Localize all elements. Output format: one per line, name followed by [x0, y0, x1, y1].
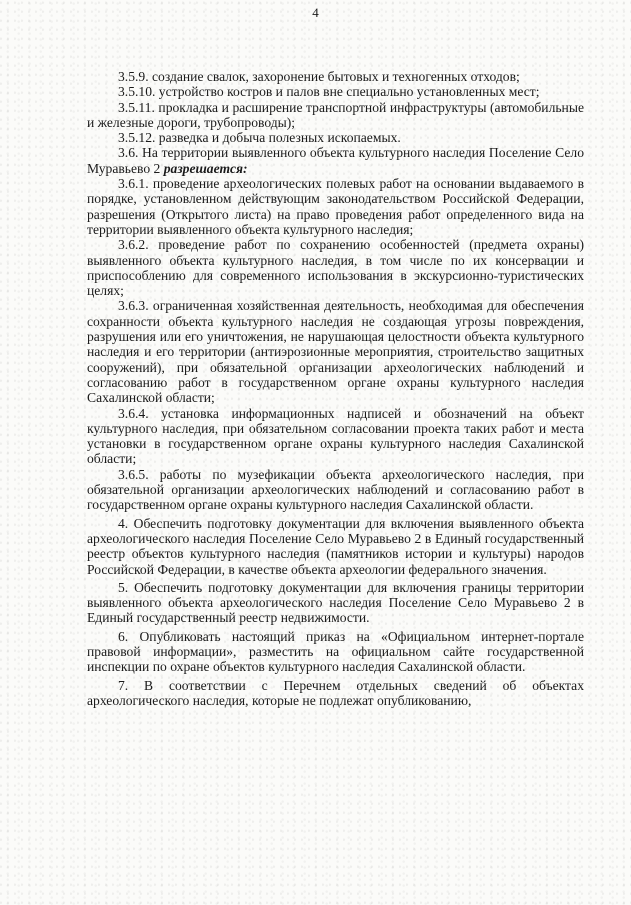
clause-3-5-11: 3.5.11. прокладка и расширение транспортной инфраструктуры (автомобильные и железные дороги, трубопроводы); [87, 99, 584, 130]
item-5: 5. Обеспечить подготовку документации для включения границы территории выявленного объекта археологического наследия Поселение Село Муравьево 2 в Единый государственный реестр недвижимости. [87, 579, 584, 626]
item-4: 4. Обеспечить подготовку документации для включения выявленного объекта археологического наследия Поселение Село Муравьево 2 в Единый государственный реестр объектов культурного наследия (памятников истории и культуры) народов Российской Федерации, в качестве объекта археологии федерального значения. [87, 515, 584, 577]
clause-3-6-text: 3.6. На территории выявленного объекта культурного наследия Поселение Село Муравьево 2 [87, 145, 584, 176]
clause-3-5-10: 3.5.10. устройство костров и палов вне специально установленных мест; [118, 84, 540, 100]
clause-3-5-9: 3.5.9. создание свалок, захоронение бытовых и техногенных отходов; [118, 69, 520, 84]
clause-3-6-2: 3.6.2. проведение работ по сохранению особенностей (предмета охраны) выявленного объекта культурного наследия, в том числе по их консервации и приспособлению для современного использования в экскурсионно-туристических целях; [87, 237, 584, 299]
page-number: 4 [312, 5, 319, 20]
document-body [87, 69, 584, 708]
clause-3-6-5: 3.6.5. работы по музефикации объекта археологического наследия, при обязательной организации археологических наблюдений и согласованию работ в государственном органе охраны культурного наследия Сахалинской области. [87, 466, 584, 513]
clause-3-6-1: 3.6.1. проведение археологических полевых работ на основании выдаваемого в порядке, установленном действующим законодательством Российской Федерации, разрешения (Открытого листа) на право проведения работ определенного вида на территории выявленного объекта культурного наследия; [87, 176, 584, 237]
clause-3-6-emphasis: разрешается: [163, 160, 248, 176]
item-7: 7. В соответствии с Перечнем отдельных сведений об объектах археологического наследия, которые не подлежат опубликованию, [87, 677, 584, 708]
clause-3-6 [87, 145, 584, 176]
clause-3-6-3: 3.6.3. ограниченная хозяйственная деятельность, необходимая для обеспечения сохранности объекта культурного наследия не создающая угрозы повреждения, разрушения или его уничтожения, не нарушающая целостности объекта культурного наследия и его территории (антиэрозионные мероприятия, строительство защитных сооружений), при обязательной организации археологических наблюдений и согласованию работ в государственном органе охраны культурного наследия Сахалинской области; [87, 298, 584, 406]
item-6: 6. Опубликовать настоящий приказ на «Официальном интернет-портале правовой информации», разместить на официальном сайте государственной инспекции по охране объектов культурного наследия Сахалинской области. [87, 628, 584, 675]
clause-3-5-12: 3.5.12. разведка и добыча полезных ископаемых. [118, 130, 401, 146]
clause-3-6-4: 3.6.4. установка информационных надписей и обозначений на объект культурного наследия, при обязательном согласовании проекта таких работ и места установки в государственном органе охраны культурного наследия Сахалинской области; [87, 405, 584, 467]
